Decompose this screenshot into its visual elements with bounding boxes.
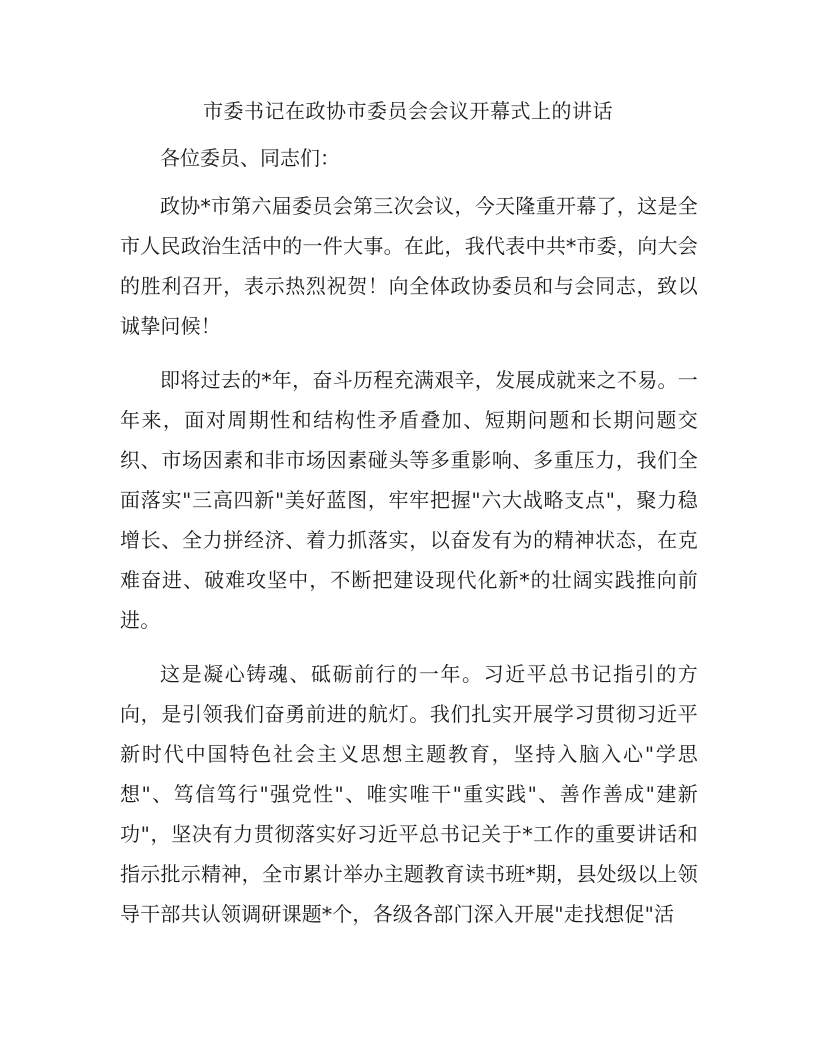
document-body (120, 138, 698, 934)
paragraph: 即将过去的*年，奋斗历程充满艰辛，发展成就来之不易。一年来，面对周期性和结构性矛盾叠加、短期问题和长期问题交织、市场因素和非市场因素碰头等多重影响、多重压力，我们全面落实"三高四新"美好蓝图，牢牢把握"六大战略支点"，聚力稳增长、全力拼经济、着力抓落实，以奋发有为的精神状态，在克难奋进、破难攻坚中，不断把建设现代化新*的壮阔实践推向前进。 (120, 368, 698, 632)
paragraph: 这是凝心铸魂、砥砺前行的一年。习近平总书记指引的方向，是引领我们奋勇前进的航灯。我们扎实开展学习贯彻习近平新时代中国特色社会主义思想主题教育，坚持入脑入心"学思想"、笃信笃行"强党性"、唯实唯干"重实践"、善作善成"建新功"，坚决有力贯彻落实好习近平总书记关于*工作的重要讲话和指示批示精神，全市累计举办主题教育读书班*期，县处级以上领导干部共认领调研课题*个，各级各部门深入开展"走找想促"活 (120, 662, 698, 926)
document-title: 市委书记在政协市委员会会议开幕式上的讲话 (203, 99, 613, 123)
salutation: 各位委员、同志们： (160, 146, 340, 170)
paragraph: 政协*市第六届委员会第三次会议，今天隆重开幕了，这是全市人民政治生活中的一件大事。在此，我代表中共*市委，向大会的胜利召开，表示热烈祝贺！向全体政协委员和与会同志，致以诚挚问候！ (120, 194, 698, 338)
